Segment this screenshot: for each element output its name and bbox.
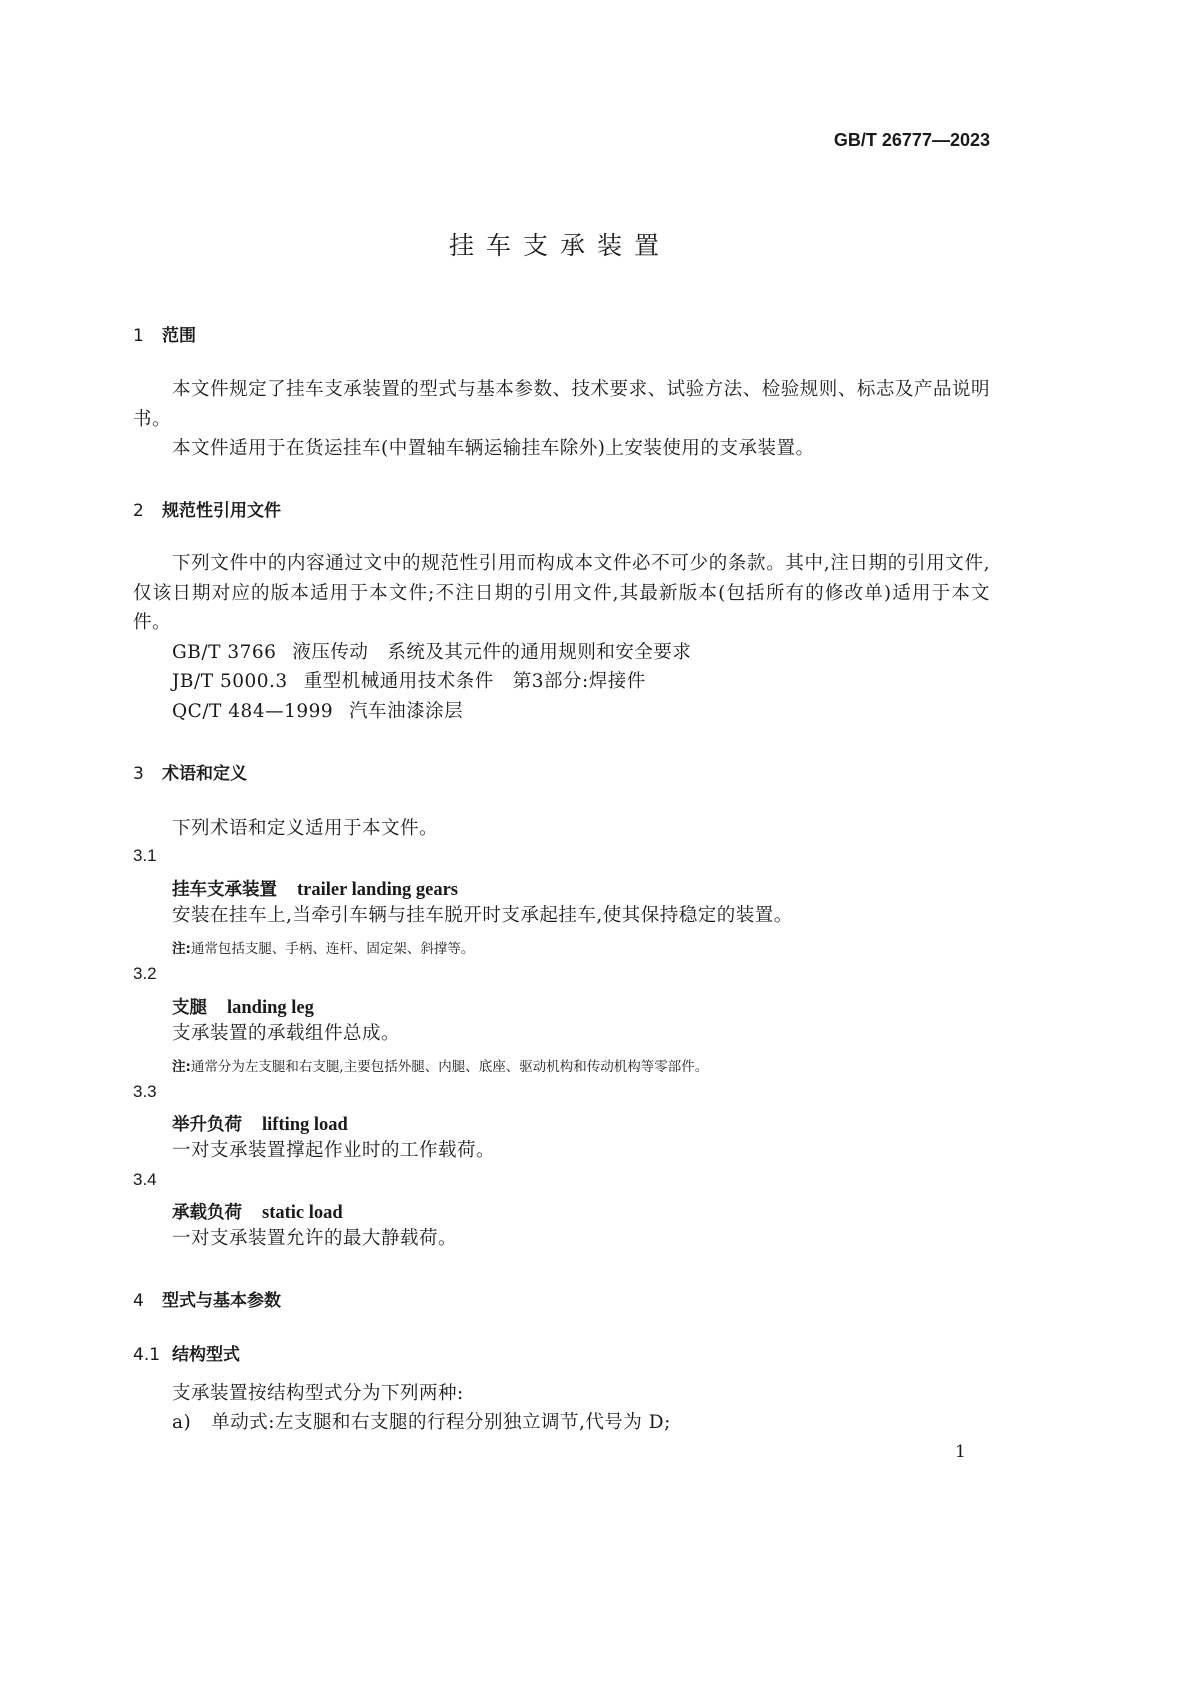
term-en: lifting load	[262, 1115, 348, 1135]
term-number: 3.3	[133, 1082, 157, 1101]
list-label: a)	[172, 1412, 192, 1433]
term-heading	[172, 876, 458, 901]
reference-code: JB/T 5000.3	[172, 671, 288, 692]
paragraph: 本文件规定了挂车支承装置的型式与基本参数、技术要求、试验方法、检验规则、标志及产品说明书。	[133, 379, 990, 430]
reference-item	[172, 667, 646, 693]
note-label: 注:	[172, 1059, 191, 1075]
term-note	[172, 937, 474, 957]
reference-title: 汽车油漆涂层	[349, 701, 464, 722]
term-zh: 举升负荷	[172, 1115, 242, 1135]
term-note	[172, 1055, 708, 1075]
term-number: 3.1	[133, 846, 157, 865]
section-title: 术语和定义	[162, 764, 247, 784]
term-en: static load	[262, 1203, 343, 1223]
term-number: 3.2	[133, 964, 157, 983]
term-definition: 安装在挂车上,当牵引车辆与挂车脱开时支承起挂车,使其保持稳定的装置。	[172, 905, 793, 926]
note-text: 通常分为左支腿和右支腿,主要包括外腿、内腿、底座、驱动机构和传动机构等零部件。	[190, 1059, 709, 1075]
term-zh: 承载负荷	[172, 1203, 242, 1223]
document-number: GB/T 26777—2023	[833, 130, 990, 150]
paragraph: 下列术语和定义适用于本文件。	[172, 818, 439, 839]
list-text: 单动式:左支腿和右支腿的行程分别独立调节,代号为 D;	[211, 1412, 671, 1433]
list-item	[172, 1408, 671, 1434]
section-title: 型式与基本参数	[162, 1291, 281, 1311]
subsection-4-1-heading	[133, 1340, 240, 1365]
section-4-heading	[133, 1286, 281, 1311]
note-label: 注:	[172, 941, 191, 957]
section-title: 范围	[162, 326, 196, 346]
paragraph: 支承装置按结构型式分为下列两种:	[172, 1383, 464, 1404]
section-number: 4	[133, 1291, 144, 1311]
section-title: 结构型式	[172, 1345, 240, 1365]
section-number: 2	[133, 501, 144, 521]
page-title: 挂车支承装置	[448, 231, 671, 260]
section-title: 规范性引用文件	[162, 501, 281, 521]
reference-title: 重型机械通用技术条件 第3部分:焊接件	[303, 671, 646, 692]
term-zh: 挂车支承装置	[172, 880, 277, 900]
reference-item	[172, 638, 691, 664]
term-definition: 一对支承装置允许的最大静载荷。	[172, 1228, 458, 1249]
term-definition: 一对支承装置撑起作业时的工作载荷。	[172, 1140, 496, 1161]
term-zh: 支腿	[172, 998, 207, 1018]
term-en: landing leg	[227, 998, 314, 1018]
section-2-heading	[133, 496, 281, 521]
reference-title: 液压传动 系统及其元件的通用规则和安全要求	[292, 642, 692, 663]
reference-code: GB/T 3766	[172, 642, 277, 663]
reference-code: QC/T 484—1999	[172, 701, 334, 722]
term-number: 3.4	[133, 1170, 157, 1189]
section-number: 1	[133, 326, 144, 346]
paragraph: 本文件适用于在货运挂车(中置轴车辆运输挂车除外)上安装使用的支承装置。	[172, 438, 815, 459]
reference-item	[172, 697, 463, 723]
term-heading	[172, 994, 314, 1019]
term-definition: 支承装置的承载组件总成。	[172, 1023, 401, 1044]
paragraph: 下列文件中的内容通过文中的规范性引用而构成本文件必不可少的条款。其中,注日期的引用文件,仅该日期对应的版本适用于本文件;不注日期的引用文件,其最新版本(包括所有的修改单)适用于本文件。	[133, 553, 990, 633]
term-en: trailer landing gears	[297, 880, 459, 900]
note-text: 通常包括支腿、手柄、连杆、固定架、斜撑等。	[190, 941, 475, 957]
section-3-heading	[133, 759, 247, 784]
section-1-heading	[133, 321, 196, 346]
section-number: 4.1	[133, 1345, 161, 1365]
term-heading	[172, 1199, 343, 1224]
page-number: 1	[955, 1442, 966, 1462]
section-number: 3	[133, 764, 144, 784]
term-heading	[172, 1111, 348, 1136]
